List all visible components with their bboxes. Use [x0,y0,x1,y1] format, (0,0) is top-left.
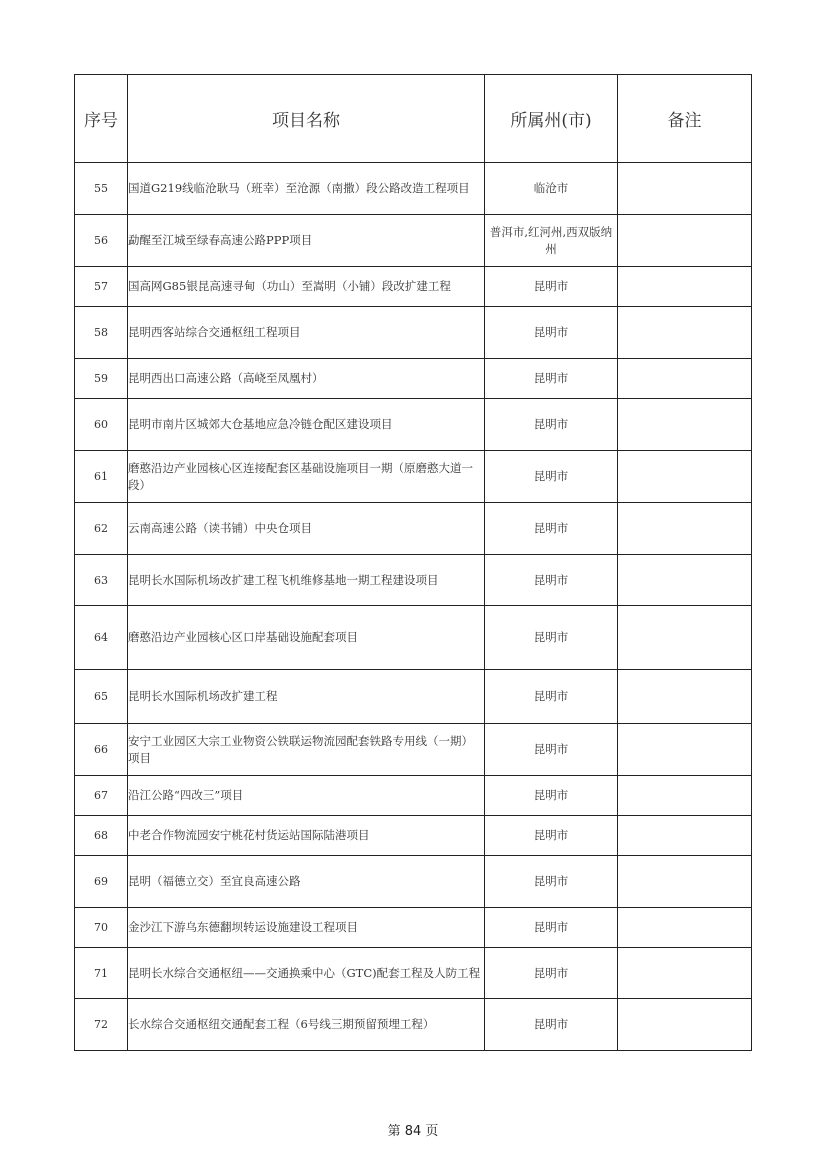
table-row [75,451,752,503]
note-cell [618,948,752,999]
region-cell: 昆明市 [485,724,618,776]
note-cell [618,267,752,307]
region-cell: 普洱市,红河州,西双版纳州 [485,215,618,267]
note-cell [618,999,752,1051]
region-cell: 昆明市 [485,999,618,1051]
note-cell [618,776,752,816]
note-cell [618,503,752,555]
header-region: 所属州(市) [485,75,618,163]
project-name-cell: 昆明市南片区城郊大仓基地应急冷链仓配区建设项目 [128,399,485,451]
region-cell: 昆明市 [485,606,618,670]
table-row [75,776,752,816]
table-row [75,999,752,1051]
region-cell: 昆明市 [485,776,618,816]
note-cell [618,724,752,776]
project-name-cell: 云南高速公路（读书铺）中央仓项目 [128,503,485,555]
row-number-cell: 60 [75,399,128,451]
note-cell [618,606,752,670]
project-table [74,74,752,1051]
note-cell [618,670,752,724]
region-cell: 昆明市 [485,307,618,359]
row-number-cell: 55 [75,163,128,215]
note-cell [618,816,752,856]
project-name-cell: 磨憨沿边产业园核心区连接配套区基础设施项目一期（原磨憨大道一段） [128,451,485,503]
row-number-cell: 67 [75,776,128,816]
row-number-cell: 59 [75,359,128,399]
project-name-cell: 长水综合交通枢纽交通配套工程（6号线三期预留预埋工程） [128,999,485,1051]
page-number: 第 84 页 [387,1124,439,1139]
project-name-cell: 沿江公路“四改三”项目 [128,776,485,816]
project-name-cell: 金沙江下游乌东德翻坝转运设施建设工程项目 [128,908,485,948]
table-header-row [75,75,752,163]
row-number-cell: 68 [75,816,128,856]
table-row [75,359,752,399]
table-row [75,948,752,999]
row-number-cell: 70 [75,908,128,948]
note-cell [618,399,752,451]
region-cell: 昆明市 [485,948,618,999]
region-cell: 昆明市 [485,670,618,724]
note-cell [618,908,752,948]
row-number-cell: 65 [75,670,128,724]
region-cell: 临沧市 [485,163,618,215]
note-cell [618,856,752,908]
note-cell [618,215,752,267]
row-number-cell: 71 [75,948,128,999]
region-cell: 昆明市 [485,399,618,451]
region-cell: 昆明市 [485,856,618,908]
header-project-name: 项目名称 [128,75,485,163]
note-cell [618,451,752,503]
row-number-cell: 66 [75,724,128,776]
table-row [75,307,752,359]
row-number-cell: 61 [75,451,128,503]
row-number-cell: 58 [75,307,128,359]
row-number-cell: 69 [75,856,128,908]
table-row [75,724,752,776]
project-name-cell: 昆明长水国际机场改扩建工程 [128,670,485,724]
header-note: 备注 [618,75,752,163]
region-cell: 昆明市 [485,267,618,307]
row-number-cell: 72 [75,999,128,1051]
project-name-cell: 昆明（福德立交）至宜良高速公路 [128,856,485,908]
region-cell: 昆明市 [485,555,618,606]
region-cell: 昆明市 [485,503,618,555]
project-name-cell: 中老合作物流园安宁桃花村货运站国际陆港项目 [128,816,485,856]
header-no: 序号 [75,75,128,163]
project-name-cell: 昆明长水综合交通枢纽——交通换乘中心（GTC)配套工程及人防工程 [128,948,485,999]
row-number-cell: 62 [75,503,128,555]
project-name-cell: 昆明长水国际机场改扩建工程飞机维修基地一期工程建设项目 [128,555,485,606]
table-row [75,670,752,724]
table-row [75,267,752,307]
note-cell [618,359,752,399]
note-cell [618,555,752,606]
project-name-cell: 昆明西出口高速公路（高峣至凤凰村） [128,359,485,399]
region-cell: 昆明市 [485,359,618,399]
table-row [75,606,752,670]
table-row [75,816,752,856]
row-number-cell: 63 [75,555,128,606]
row-number-cell: 57 [75,267,128,307]
row-number-cell: 64 [75,606,128,670]
table-body [75,163,752,1051]
region-cell: 昆明市 [485,908,618,948]
project-name-cell: 国高网G85银昆高速寻甸（功山）至嵩明（小铺）段改扩建工程 [128,267,485,307]
table-row [75,503,752,555]
table-row [75,399,752,451]
project-name-cell: 磨憨沿边产业园核心区口岸基础设施配套项目 [128,606,485,670]
note-cell [618,163,752,215]
table-row [75,908,752,948]
note-cell [618,307,752,359]
project-name-cell: 昆明西客站综合交通枢纽工程项目 [128,307,485,359]
table-row [75,215,752,267]
table-row [75,163,752,215]
project-name-cell: 勐醒至江城至绿春高速公路PPP项目 [128,215,485,267]
table-row [75,856,752,908]
row-number-cell: 56 [75,215,128,267]
table-row [75,555,752,606]
region-cell: 昆明市 [485,451,618,503]
project-name-cell: 安宁工业园区大宗工业物资公铁联运物流园配套铁路专用线（一期）项目 [128,724,485,776]
project-name-cell: 国道G219线临沧耿马（班幸）至沧源（南撒）段公路改造工程项目 [128,163,485,215]
region-cell: 昆明市 [485,816,618,856]
